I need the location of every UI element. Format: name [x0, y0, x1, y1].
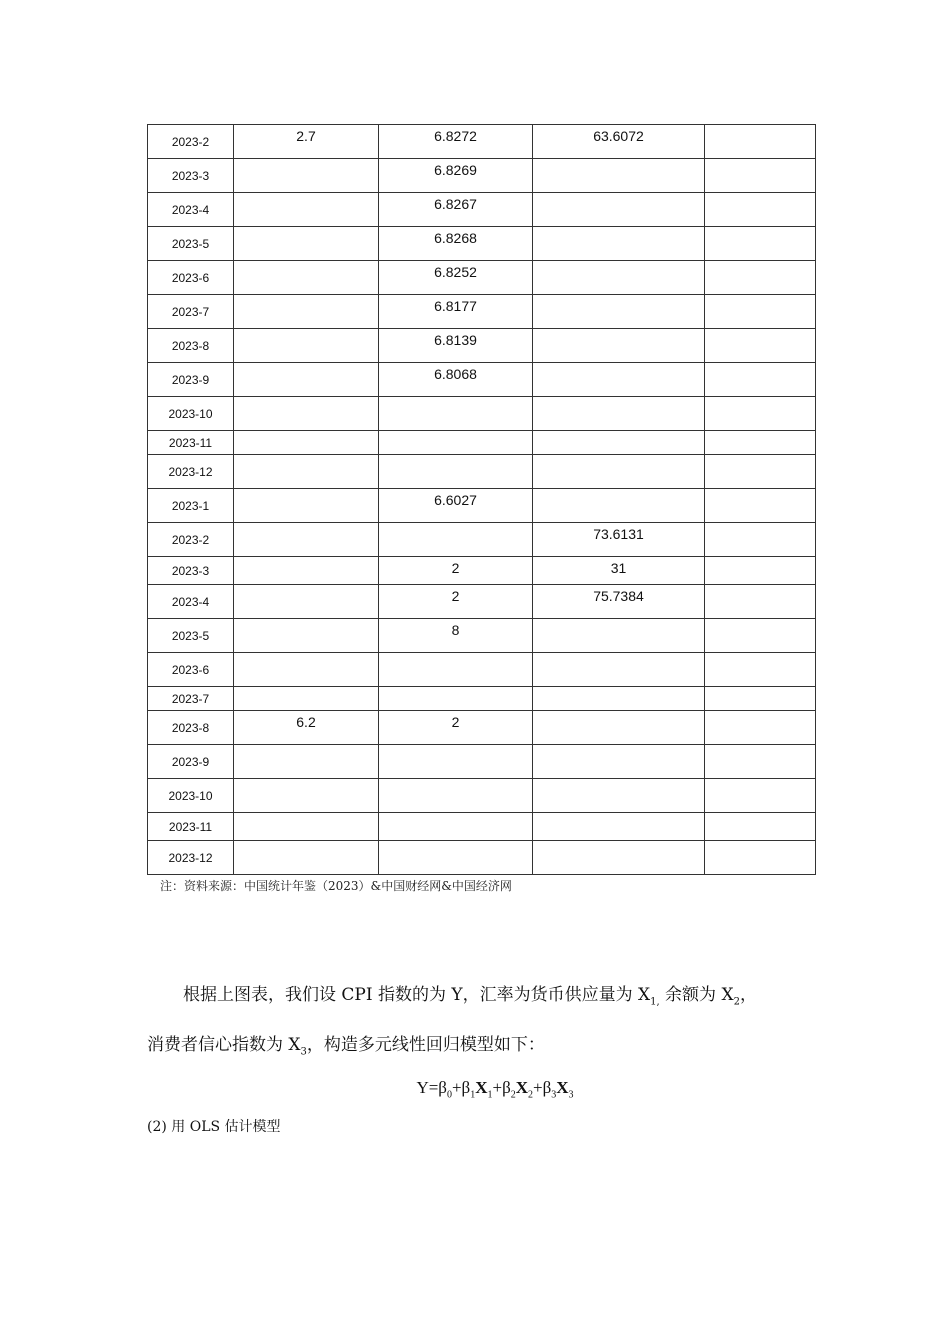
value-cell — [379, 397, 533, 431]
value-cell — [705, 363, 816, 397]
value-cell — [533, 295, 705, 329]
value-cell — [379, 653, 533, 687]
value-cell: 63.6072 — [533, 125, 705, 159]
value-cell — [705, 125, 816, 159]
value-cell — [234, 329, 379, 363]
value-cell: 6.8068 — [379, 363, 533, 397]
table-row — [148, 397, 816, 431]
value-cell: 2 — [379, 557, 533, 585]
value-cell — [705, 431, 816, 455]
value-cell — [234, 295, 379, 329]
table-row — [148, 159, 816, 193]
date-cell: 2023-6 — [148, 261, 234, 295]
date-cell: 2023-5 — [148, 227, 234, 261]
regression-formula: $Y=\beta_0+\beta_1X_1+\beta_2X_2+\beta_3X_3$ — [416, 1078, 574, 1101]
value-cell: 31 — [533, 557, 705, 585]
value-cell — [705, 779, 816, 813]
value-cell: 2 — [379, 585, 533, 619]
value-cell — [234, 841, 379, 875]
value-cell — [234, 261, 379, 295]
value-cell — [234, 227, 379, 261]
value-cell — [533, 363, 705, 397]
table-row — [148, 295, 816, 329]
date-cell: 2023-10 — [148, 779, 234, 813]
table-row — [148, 813, 816, 841]
value-cell: 6.8268 — [379, 227, 533, 261]
value-cell — [234, 397, 379, 431]
table-row — [148, 745, 816, 779]
value-cell — [533, 455, 705, 489]
value-cell — [379, 813, 533, 841]
value-cell — [234, 745, 379, 779]
table-body — [148, 125, 816, 875]
table-row — [148, 489, 816, 523]
value-cell — [234, 159, 379, 193]
value-cell: 75.7384 — [533, 585, 705, 619]
value-cell — [533, 711, 705, 745]
value-cell — [533, 813, 705, 841]
value-cell — [234, 557, 379, 585]
value-cell — [705, 585, 816, 619]
value-cell — [379, 455, 533, 489]
step-heading: (2) 用 OLS 估计模型 — [147, 1119, 281, 1135]
table-row — [148, 711, 816, 745]
date-cell: 2023-8 — [148, 711, 234, 745]
value-cell — [705, 557, 816, 585]
value-cell — [705, 619, 816, 653]
date-cell: 2023-12 — [148, 841, 234, 875]
value-cell — [379, 779, 533, 813]
table-row — [148, 455, 816, 489]
value-cell: 2 — [379, 711, 533, 745]
table-row — [148, 619, 816, 653]
value-cell — [705, 295, 816, 329]
table-row — [148, 193, 816, 227]
source-note: 注：资料来源：中国统计年鉴（2023）&中国财经网&中国经济网 — [160, 879, 512, 893]
table-row — [148, 779, 816, 813]
value-cell — [533, 193, 705, 227]
value-cell — [533, 653, 705, 687]
date-cell: 2023-3 — [148, 557, 234, 585]
value-cell — [379, 687, 533, 711]
table-row — [148, 431, 816, 455]
value-cell — [533, 489, 705, 523]
date-cell: 2023-4 — [148, 585, 234, 619]
date-cell: 2023-7 — [148, 295, 234, 329]
value-cell — [234, 363, 379, 397]
value-cell — [379, 431, 533, 455]
value-cell — [234, 779, 379, 813]
value-cell — [533, 687, 705, 711]
value-cell: 6.8267 — [379, 193, 533, 227]
value-cell — [533, 779, 705, 813]
value-cell — [705, 711, 816, 745]
date-cell: 2023-9 — [148, 363, 234, 397]
value-cell: 6.8252 — [379, 261, 533, 295]
value-cell — [234, 585, 379, 619]
table-row — [148, 329, 816, 363]
value-cell — [705, 455, 816, 489]
value-cell: 6.8269 — [379, 159, 533, 193]
value-cell — [533, 329, 705, 363]
paragraph-line-2: 消费者信心指数为 $X_3$，构造多元线性回归模型如下： — [147, 1035, 545, 1058]
value-cell — [533, 619, 705, 653]
table-row — [148, 585, 816, 619]
paragraph-line-1: 根据上图表，我们设 CPI 指数的为 Y，汇率为货币供应量为 $X_{1,}$ 余额为 $X_2$， — [183, 985, 757, 1008]
value-cell — [533, 159, 705, 193]
value-cell — [705, 193, 816, 227]
value-cell — [234, 687, 379, 711]
date-cell: 2023-9 — [148, 745, 234, 779]
date-cell: 2023-7 — [148, 687, 234, 711]
date-cell: 2023-2 — [148, 125, 234, 159]
date-cell: 2023-1 — [148, 489, 234, 523]
value-cell — [379, 523, 533, 557]
value-cell — [234, 619, 379, 653]
value-cell — [379, 841, 533, 875]
value-cell — [705, 397, 816, 431]
date-cell: 2023-11 — [148, 813, 234, 841]
data-table — [147, 124, 816, 875]
value-cell — [533, 227, 705, 261]
value-cell — [705, 523, 816, 557]
value-cell: 6.8177 — [379, 295, 533, 329]
value-cell: 73.6131 — [533, 523, 705, 557]
value-cell — [234, 455, 379, 489]
value-cell — [705, 261, 816, 295]
value-cell — [705, 745, 816, 779]
date-cell: 2023-8 — [148, 329, 234, 363]
table-row — [148, 261, 816, 295]
value-cell — [533, 431, 705, 455]
value-cell: 8 — [379, 619, 533, 653]
date-cell: 2023-12 — [148, 455, 234, 489]
value-cell — [379, 745, 533, 779]
table-row — [148, 653, 816, 687]
table-row — [148, 227, 816, 261]
value-cell — [234, 523, 379, 557]
value-cell: 6.2 — [234, 711, 379, 745]
value-cell — [533, 745, 705, 779]
value-cell — [705, 227, 816, 261]
value-cell — [533, 261, 705, 295]
value-cell: 2.7 — [234, 125, 379, 159]
date-cell: 2023-4 — [148, 193, 234, 227]
date-cell: 2023-2 — [148, 523, 234, 557]
date-cell: 2023-5 — [148, 619, 234, 653]
table-row — [148, 125, 816, 159]
value-cell: 6.8139 — [379, 329, 533, 363]
table-row — [148, 523, 816, 557]
table-row — [148, 687, 816, 711]
value-cell — [705, 159, 816, 193]
date-cell: 2023-3 — [148, 159, 234, 193]
date-cell: 2023-10 — [148, 397, 234, 431]
value-cell — [705, 841, 816, 875]
value-cell — [705, 813, 816, 841]
value-cell — [705, 687, 816, 711]
value-cell — [234, 489, 379, 523]
value-cell — [705, 653, 816, 687]
date-cell: 2023-11 — [148, 431, 234, 455]
value-cell — [533, 841, 705, 875]
value-cell: 6.6027 — [379, 489, 533, 523]
value-cell — [234, 193, 379, 227]
value-cell — [705, 329, 816, 363]
value-cell — [533, 397, 705, 431]
value-cell — [234, 813, 379, 841]
date-cell: 2023-6 — [148, 653, 234, 687]
table-row — [148, 841, 816, 875]
value-cell — [234, 431, 379, 455]
table-row — [148, 557, 816, 585]
table-row — [148, 363, 816, 397]
value-cell — [705, 489, 816, 523]
value-cell — [234, 653, 379, 687]
value-cell: 6.8272 — [379, 125, 533, 159]
